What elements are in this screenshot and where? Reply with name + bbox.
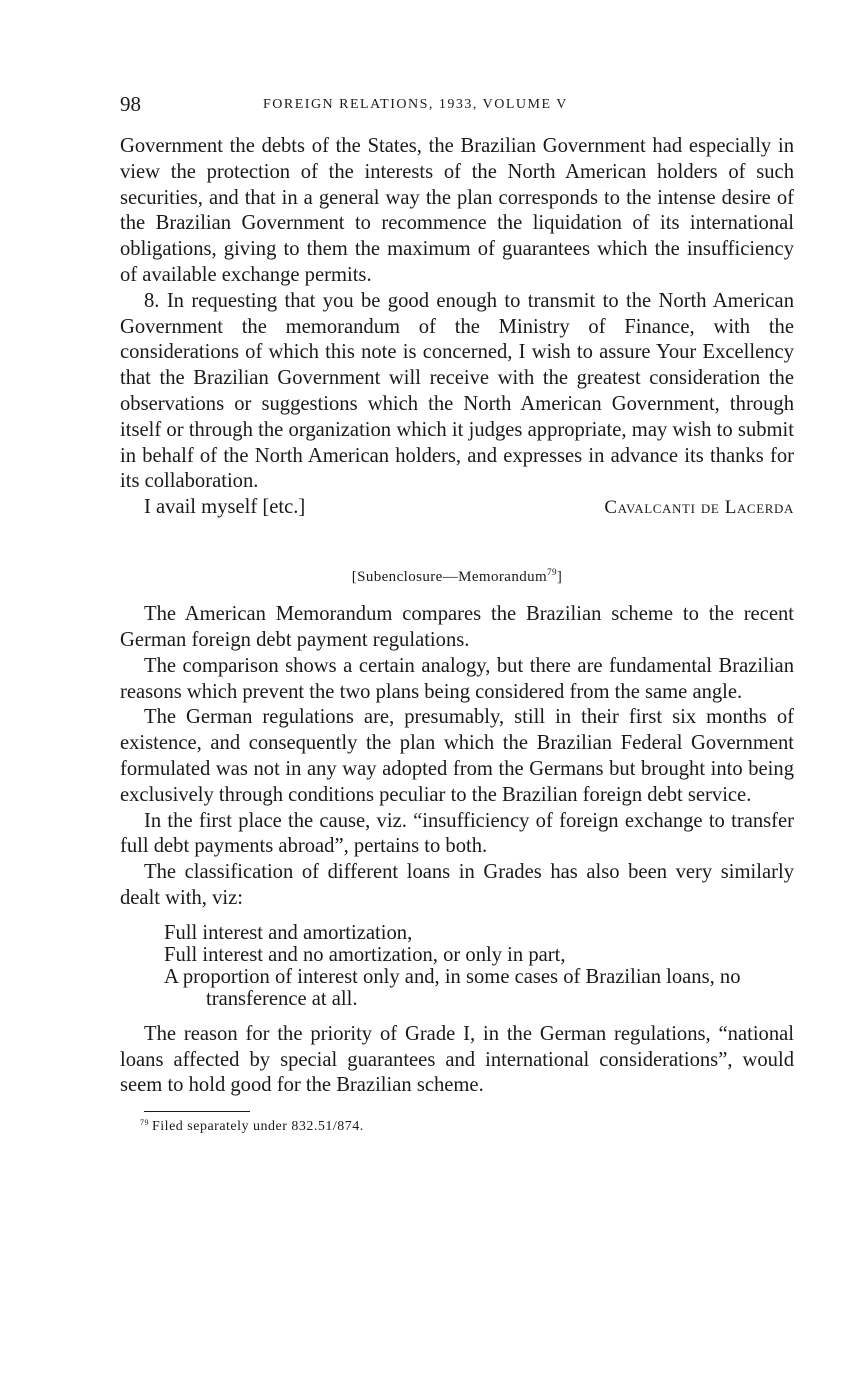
running-title: FOREIGN RELATIONS, 1933, VOLUME V <box>263 97 568 112</box>
memorandum-body <box>120 602 794 1099</box>
letter-paragraph-continued: Government the debts of the States, the Brazilian Government had especially in view the protection of the interests of the North American holders of such securities, and that in a general way the plan corresponds to the intense desire of the Brazilian Government to recommence the liquidation of its international obligations, giving to them the maximum of guarantees which the insufficiency of available exchange permits. <box>120 135 794 286</box>
signature: Cavalcanti de Lacerda <box>604 497 794 519</box>
subenclosure-bracket: ] <box>556 569 563 586</box>
footnote-text: Filed separately under 832.51/874. <box>152 1119 364 1135</box>
running-head <box>120 88 794 122</box>
memorandum-final-paragraph: The reason for the priority of Grade I, in the German regulations, “national loans affected by special guarantees and international considerations”, would seem to hold good for the Brazilian scheme. <box>120 1022 794 1097</box>
document-page <box>120 88 794 1135</box>
letter-paragraph-8: 8. In requesting that you be good enough to transmit to the North American Government the memorandum of the Ministry of Finance, with the considerations of which this note is concerned, I wish to assure Your Excellency that the Brazilian Government will receive with the greatest consideration the observations or suggestions which the North American Government, through itself or through the organization which it judges appropriate, may wish to submit in behalf of the North American holders, and expresses in advance its thanks for its collaboration. <box>120 289 794 493</box>
letter-body <box>120 134 794 523</box>
closing-formula: I avail myself [etc.] <box>144 496 306 519</box>
subenclosure-heading <box>120 567 794 586</box>
grade-item-text: Full interest and amortization, <box>164 921 413 944</box>
memorandum-paragraph: The American Memorandum compares the Brazilian scheme to the recent German foreign debt payment regulations. <box>120 603 794 651</box>
grade-item-text: A proportion of interest only and, in some cases of Brazilian loans, no transference at all. <box>164 965 741 1010</box>
grade-item <box>164 944 794 966</box>
footnote <box>140 1118 794 1135</box>
page-number: 98 <box>120 92 141 116</box>
grade-item <box>164 966 794 1010</box>
subenclosure-footnote-ref: 79 <box>547 567 557 578</box>
memorandum-paragraph: The German regulations are, presumably, still in their first six months of existence, and consequently the plan which the Brazilian Federal Government formulated was not in any way adopted from the Germans but brought into being exclusively through conditions peculiar to the Brazilian foreign debt service. <box>120 706 794 806</box>
grade-item <box>164 922 794 944</box>
memorandum-paragraph: In the first place the cause, viz. “insufficiency of foreign exchange to transfer full debt payments abroad”, pertains to both. <box>120 809 794 858</box>
grades-list <box>164 922 794 1010</box>
footnote-number: 79 <box>140 1118 149 1128</box>
subenclosure-label: [Subenclosure—Memorandum <box>351 569 548 586</box>
memorandum-paragraph: The comparison shows a certain analogy, but there are fundamental Brazilian reasons which prevent the two plans being considered from the same angle. <box>120 654 794 703</box>
grade-item-text: Full interest and no amortization, or only in part, <box>164 943 566 966</box>
letter-closing <box>120 495 794 523</box>
memorandum-paragraph: The classification of different loans in Grades has also been very similarly dealt with, viz: <box>120 861 794 909</box>
footnote-divider <box>144 1111 250 1112</box>
